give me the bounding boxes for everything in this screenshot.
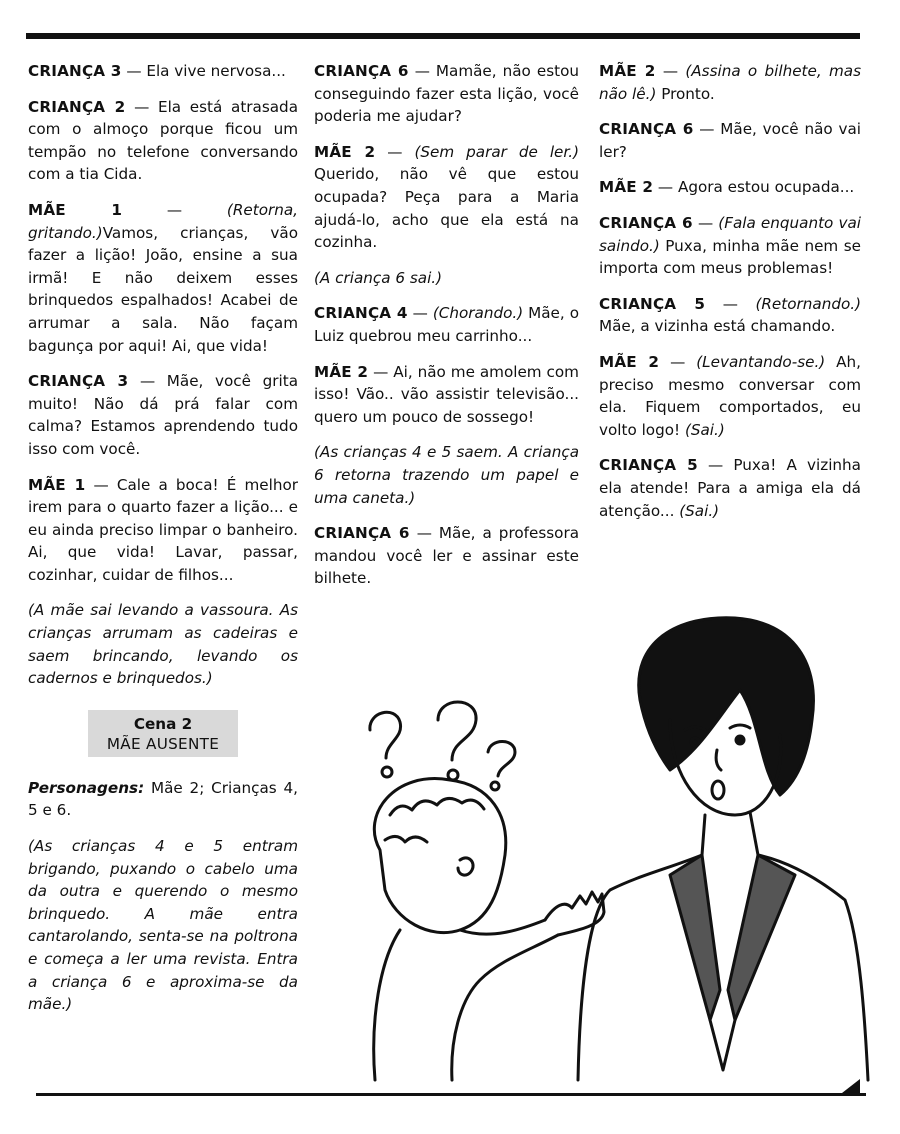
line-text: — Mãe, você não vai ler? xyxy=(599,120,862,161)
speaker: CRIANÇA 6 xyxy=(314,524,410,543)
dialogue-line xyxy=(28,96,298,186)
speaker: CRIANÇA 2 xyxy=(28,97,126,116)
question-mark-icon xyxy=(370,712,401,777)
stage-direction: (Retornando.) xyxy=(755,294,862,313)
speaker: MÃE 2 xyxy=(314,142,376,161)
dialogue-line xyxy=(314,361,579,429)
dialogue-line xyxy=(314,141,579,254)
question-mark-icon xyxy=(488,742,515,791)
line-text: Vamos, crianças, vão fazer a lição! João, ensine a sua irmã! E não deixem esses brinquedos espalhados! Acabei de arrumar a sala. Não façam bagunça por aqui! Ai, que vida! xyxy=(28,223,298,355)
line-text: — Ela está atrasada com o almoço porque ficou um tempão no telefone conversando com a tia Cida. xyxy=(28,97,298,184)
stage-direction: (Retorna, gritando.) xyxy=(28,200,298,242)
top-rule xyxy=(26,33,860,39)
speaker: MÃE 2 xyxy=(599,352,660,371)
stage-direction: (Assina o bilhete, mas não lê.) xyxy=(599,62,861,103)
characters-text: Mãe 2; Crianças 4, 5 e 6. xyxy=(28,778,298,820)
line-text: Ah, preciso mesmo conversar com ela. Fiquem comportados, eu volto logo! xyxy=(599,352,861,439)
stage-direction-block: (As crianças 4 e 5 saem. A criança 6 retorna trazendo um papel e uma caneta.) xyxy=(314,443,579,507)
dialogue-line xyxy=(314,522,579,590)
speaker: CRIANÇA 4 xyxy=(314,304,408,323)
scene-heading xyxy=(88,710,238,757)
column-3 xyxy=(599,60,861,535)
line-text: — Ela vive nervosa... xyxy=(121,62,286,80)
dash: — xyxy=(375,142,415,161)
dialogue-line xyxy=(314,302,579,347)
speaker: CRIANÇA 3 xyxy=(28,372,129,391)
dialogue-line xyxy=(28,199,298,357)
dash: — xyxy=(692,213,719,232)
dash: — xyxy=(407,304,433,323)
line-text: — Mãe, a professora mandou você ler e assinar este bilhete. xyxy=(314,524,580,588)
speaker: CRIANÇA 6 xyxy=(599,213,693,232)
scene-number: Cena 2 xyxy=(133,714,193,733)
speaker: MÃE 1 xyxy=(28,475,86,494)
column-1 xyxy=(28,60,298,1029)
dialogue-line xyxy=(599,118,861,163)
speaker: CRIANÇA 5 xyxy=(599,456,698,475)
speaker: MÃE 2 xyxy=(599,178,654,197)
speaker: CRIANÇA 6 xyxy=(599,120,694,139)
line-text: — Ai, não me amolem com isso! Vão.. vão assistir televisão... quero um pouco de sossego! xyxy=(314,362,579,426)
speaker: CRIANÇA 3 xyxy=(28,62,122,80)
line-text: Querido, não vê que estou ocupada? Peça para a Maria ajudá-lo, acho que ela está na cozinha. xyxy=(314,165,579,252)
column-2 xyxy=(314,60,579,603)
speaker: CRIANÇA 6 xyxy=(314,62,409,80)
dialogue-line xyxy=(599,212,861,280)
line-text: — Puxa! A vizinha ela atende! Para a amiga ela dá atenção... xyxy=(599,456,861,520)
stage-direction: (Sem parar de ler.) xyxy=(414,142,579,161)
bottom-rule xyxy=(36,1093,866,1096)
stage-direction: (Sai.) xyxy=(679,501,720,520)
speaker: CRIANÇA 5 xyxy=(599,294,706,313)
dash: — xyxy=(122,200,227,219)
speaker: MÃE 2 xyxy=(314,362,369,381)
dialogue-line xyxy=(599,293,861,338)
line-text: — Mãe, você grita muito! Não dá prá falar com calma? Estamos aprendendo tudo isso com você. xyxy=(28,372,298,458)
line-text: — Cale a boca! É melhor irem para o quarto fazer a lição... e eu ainda preciso limpar o banheiro. Ai, que vida! Lavar, passar, cozinhar, cuidar de filhos... xyxy=(28,475,298,584)
line-text: Mãe, o Luiz quebrou meu carrinho... xyxy=(314,304,580,345)
dash: — xyxy=(655,62,686,80)
dash: — xyxy=(705,294,756,313)
dialogue-line xyxy=(599,454,861,522)
stage-direction: (Chorando.) xyxy=(432,304,524,323)
question-mark-icon xyxy=(438,702,476,780)
stage-direction: (Fala enquanto vai saindo.) xyxy=(599,213,861,255)
dialogue-line xyxy=(599,60,861,105)
dialogue-line xyxy=(599,176,861,199)
triangle-marker-icon xyxy=(842,1079,860,1093)
characters-label: Personagens: xyxy=(28,778,145,797)
stage-direction: (Levantando-se.) xyxy=(696,352,826,371)
dialogue-line xyxy=(28,474,298,587)
stage-direction-block: (As crianças 4 e 5 entram brigando, puxando o cabelo uma da outra e querendo o mesmo brinquedo. A mãe entra cantarolando, senta-se na poltrona e começa a ler uma revista. Entra a criança 6 e aproxima-se da mãe.) xyxy=(28,837,298,1014)
line-text: — Mamãe, não estou conseguindo fazer esta lição, você poderia me ajudar? xyxy=(314,62,579,126)
stage-direction-block: (A mãe sai levando a vassoura. As crianças arrumam as cadeiras e saem brincando, levando os cadernos e brinquedos.) xyxy=(28,601,298,688)
scene-title: MÃE AUSENTE xyxy=(106,734,220,753)
dialogue-line xyxy=(28,60,298,83)
line-text: Puxa, minha mãe nem se importa com meus problemas! xyxy=(599,236,861,278)
dialogue-line xyxy=(599,351,861,441)
line-text: Mãe, a vizinha está chamando. xyxy=(599,317,836,336)
characters-line xyxy=(28,777,298,822)
dialogue-line xyxy=(314,60,579,128)
dash: — xyxy=(659,352,697,371)
speaker: MÃE 1 xyxy=(28,200,123,219)
mother-and-child-drawing-icon xyxy=(340,600,880,1090)
stage-direction: (Sai.) xyxy=(684,420,725,439)
dialogue-line xyxy=(28,370,298,460)
speaker: MÃE 2 xyxy=(599,62,656,80)
line-text: — Agora estou ocupada... xyxy=(653,178,855,197)
stage-direction-block: (A criança 6 sai.) xyxy=(314,268,443,287)
line-text: Pronto. xyxy=(656,84,715,103)
